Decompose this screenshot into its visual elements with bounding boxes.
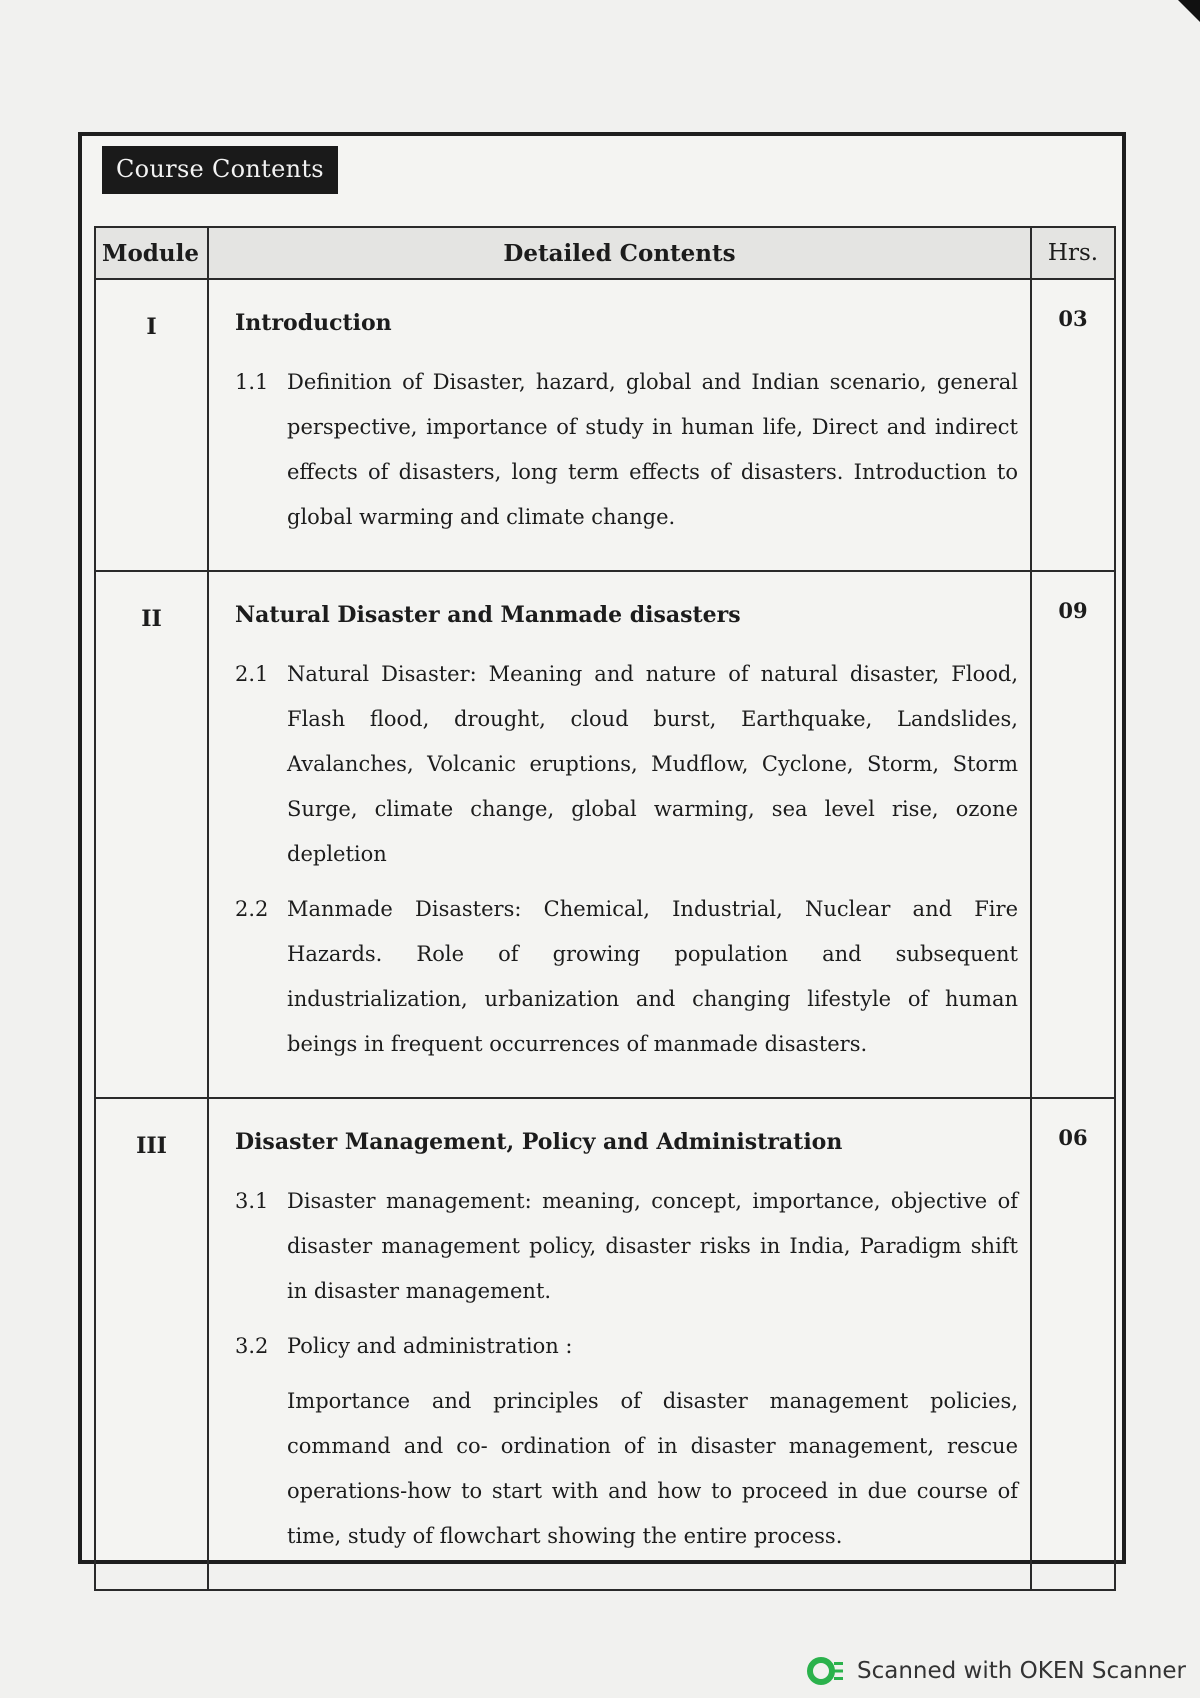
course-contents-table: [94, 226, 1116, 1591]
module-contents: [208, 1098, 1031, 1590]
module-title: Introduction: [235, 310, 392, 336]
module-hours: 03: [1031, 279, 1115, 571]
subitem-text: Manmade Disasters: Chemical, Industrial, Nuclear and Fire Hazards. Role of growing population and subsequent industrialization, urbanization and changing lifestyle of human beings in frequent occurrences of manmade disasters.: [287, 897, 1018, 1056]
subitem-text: Definition of Disaster, hazard, global and Indian scenario, general perspective, importance of study in human life, Direct and indirect effects of disasters, long term effects of disasters. Introduction to global warming and climate change.: [287, 370, 1018, 529]
subitem-text-block: [287, 360, 1018, 540]
scanner-label: Scanned with OKEN Scanner: [857, 1658, 1186, 1684]
module-hours: 06: [1031, 1098, 1115, 1590]
subitem-number: 2.2: [235, 897, 269, 921]
module-number: I: [95, 279, 208, 571]
content-subitem: [235, 360, 1018, 540]
subitem-number: 1.1: [235, 370, 269, 394]
subitem-paragraph: Importance and principles of disaster management policies, command and co- ordination of in disaster management, rescue operations-how to start with and how to proceed in due course of time, study of flowchart showing the entire process.: [287, 1389, 1018, 1548]
subitem-text-block: [287, 1324, 1018, 1559]
subitem-number: 2.1: [235, 662, 269, 686]
page-corner-mark: [1178, 0, 1200, 22]
module-row: [95, 279, 1115, 571]
oken-scanner-logo-icon: [807, 1656, 845, 1686]
module-row: [95, 1098, 1115, 1590]
content-subitem: [235, 1324, 1018, 1559]
module-number: II: [95, 571, 208, 1098]
course-contents-frame: [78, 132, 1126, 1564]
subitem-number: 3.1: [235, 1189, 269, 1213]
header-module: Module: [95, 227, 208, 279]
subitem-text-block: [287, 652, 1018, 877]
module-title: Natural Disaster and Manmade disasters: [235, 602, 741, 628]
subitem-text-block: [287, 887, 1018, 1067]
table-header-row: [95, 227, 1115, 279]
subitem-text: Policy and administration :: [287, 1334, 573, 1358]
module-title: Disaster Management, Policy and Administration: [235, 1129, 843, 1155]
subitem-text: Natural Disaster: Meaning and nature of natural disaster, Flood, Flash flood, drought, cloud burst, Earthquake, Landslides, Avalanches, Volcanic eruptions, Mudflow, Cyclone, Storm, Storm Surge, climate change, global warming, sea level rise, ozone depletion: [287, 662, 1018, 866]
subitem-text: Disaster management: meaning, concept, importance, objective of disaster management policy, disaster risks in India, Paradigm shift in disaster management.: [287, 1189, 1018, 1303]
module-contents: [208, 279, 1031, 571]
header-detailed-contents: Detailed Contents: [208, 227, 1031, 279]
subitem-number: 3.2: [235, 1334, 269, 1358]
content-subitem: [235, 1179, 1018, 1314]
module-contents: [208, 571, 1031, 1098]
module-row: [95, 571, 1115, 1098]
subitem-text-block: [287, 1179, 1018, 1314]
section-label: Course Contents: [102, 146, 338, 194]
content-subitem: [235, 887, 1018, 1067]
scanner-watermark: [807, 1656, 1186, 1686]
header-hrs: Hrs.: [1031, 227, 1115, 279]
module-number: III: [95, 1098, 208, 1590]
content-subitem: [235, 652, 1018, 877]
module-hours: 09: [1031, 571, 1115, 1098]
